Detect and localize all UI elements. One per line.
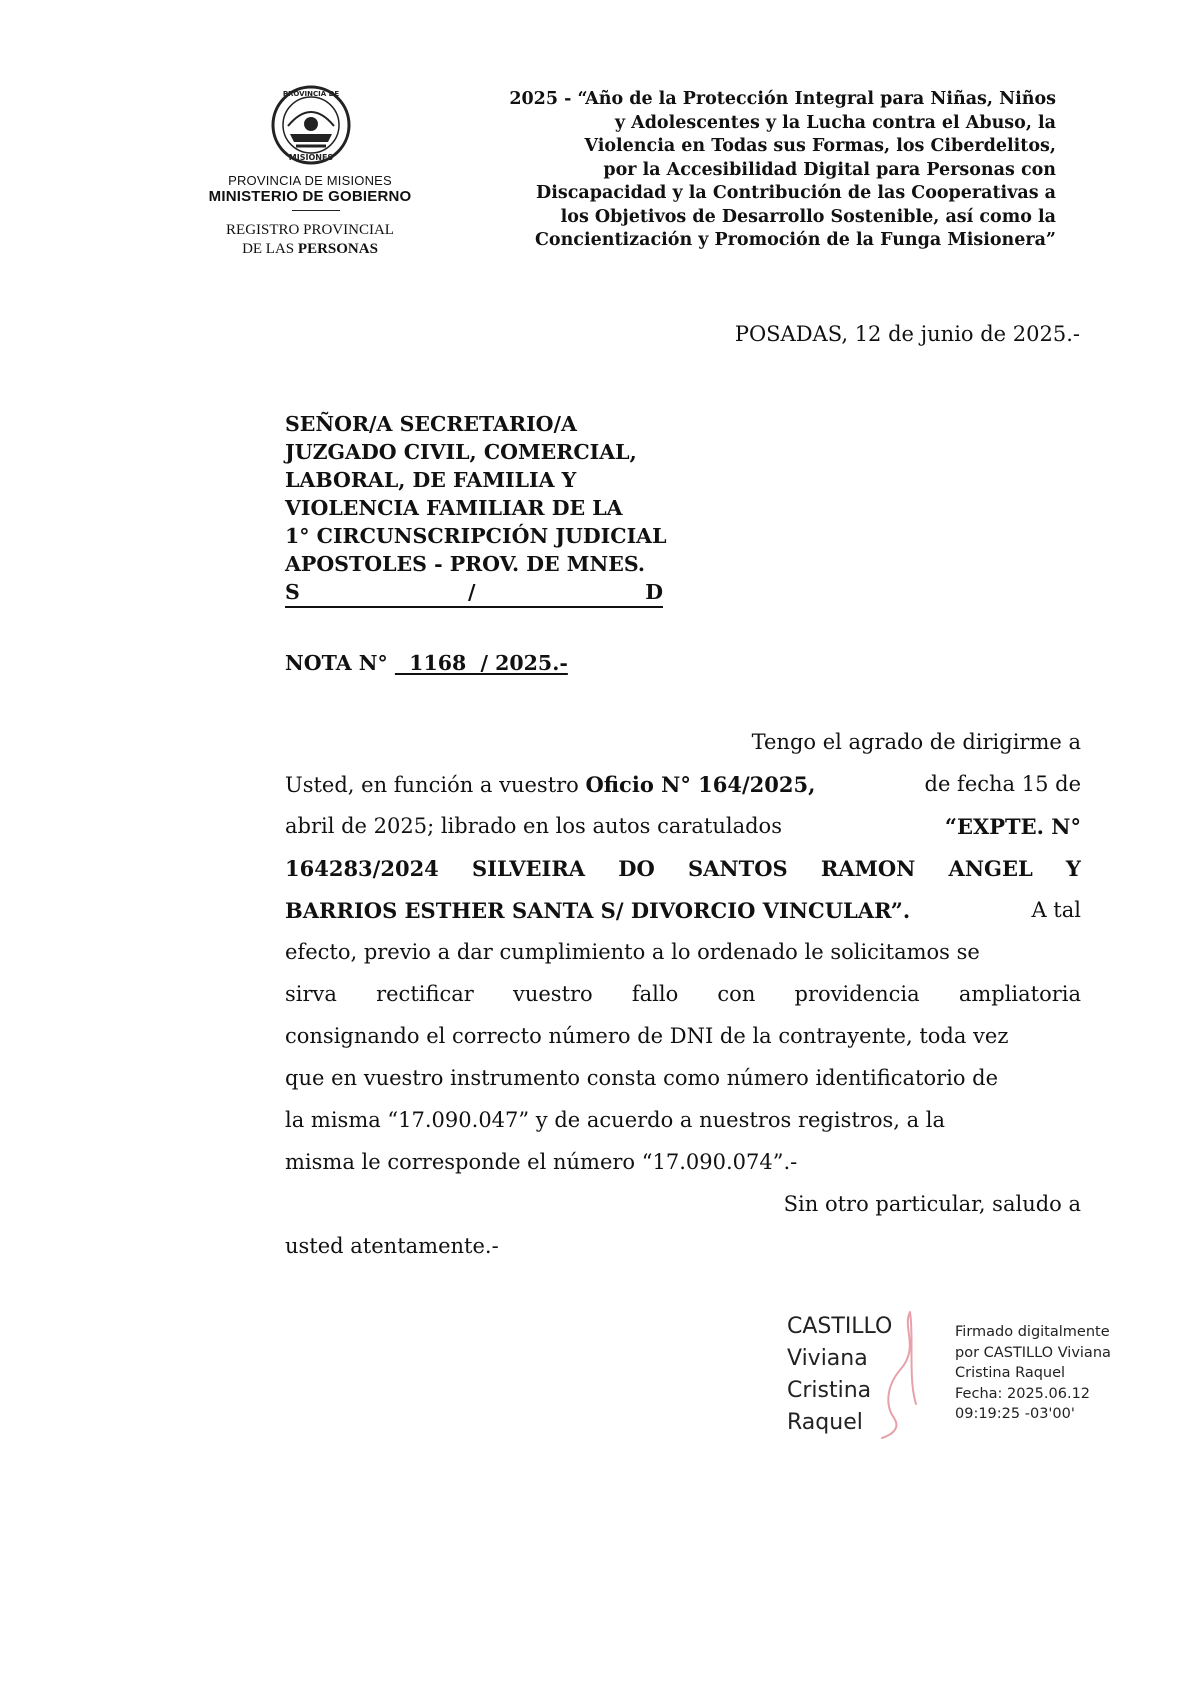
body-line: usted atentamente.- [285,1234,499,1258]
sd-line: S / D [285,578,663,608]
addressee-line: VIOLENCIA FAMILIAR DE LA [285,496,623,520]
addressee-line: LABORAL, DE FAMILIA Y [285,468,577,492]
digital-signature-text: Firmado digitalmente por CASTILLO Viviana Cristina Raquel Fecha: 2025.06.12 09:19:25 -03'00' [955,1324,1111,1422]
body-line: 164283/2024 SILVEIRA DO SANTOS RAMON ANGEL Y [285,856,1081,881]
letter-date: POSADAS, 12 de junio de 2025.- [734,322,1080,346]
body-line: sirva rectificar vuestro fallo con providencia ampliatoria [285,982,1081,1006]
note-number: NOTA N° 1168 / 2025.- [285,651,568,675]
header-divider [292,210,340,211]
ministry-name: MINISTERIO DE GOBIERNO [208,188,412,205]
body-line: que en vuestro instrumento consta como número identificatorio de [285,1066,999,1090]
body-line: BARRIOS ESTHER SANTA S/ DIVORCIO VINCULAR”. A tal [285,898,1081,923]
svg-text:PROVINCIA DE: PROVINCIA DE [282,90,340,98]
body-line: abril de 2025; librado en los autos caratulados “EXPTE. N° [285,814,1081,839]
body-line: Tengo el agrado de dirigirme a [751,730,1081,754]
body-line: Sin otro particular, saludo a [783,1192,1081,1216]
addressee-block [285,410,667,608]
signer-name: CASTILLO Viviana Cristina Raquel [787,1314,893,1435]
province-name: PROVINCIA DE MISIONES [228,173,392,188]
body-line: la misma “17.090.047” y de acuerdo a nuestros registros, a la [285,1108,946,1132]
addressee-line: APOSTOLES - PROV. DE MNES. [285,552,646,576]
addressee-line: JUZGADO CIVIL, COMERCIAL, [285,440,637,464]
addressee-line: 1° CIRCUNSCRIPCIÓN JUDICIAL [285,524,667,548]
registry-name-line2: DE LAS PERSONAS [242,241,378,257]
body-line: efecto, previo a dar cumplimiento a lo ordenado le solicitamos se [285,940,980,964]
digital-signature-mark-icon [880,1308,930,1440]
registry-name-line1: REGISTRO PROVINCIAL [226,222,394,238]
body-line: misma le corresponde el número “17.090.074”.- [285,1150,798,1174]
svg-text:MISIONES: MISIONES [288,153,334,162]
year-motto: 2025 - “Año de la Protección Integral para Niñas, Niños y Adolescentes y la Lucha contra el Abuso, la Violencia en Todas sus Formas, los Ciberdelitos, por la Accesibilidad Digital para Personas con Discapacidad y la Contribución de las Cooperativas a los Objetivos de Desarrollo Sostenible, así como la Concientización y Promoción de la Funga Misionera” [509,89,1056,250]
provincial-seal-logo [270,84,352,166]
body-line: consignando el correcto número de DNI de la contrayente, toda vez [285,1024,1009,1048]
addressee-line: SEÑOR/A SECRETARIO/A [285,412,577,436]
body-line: Usted, en función a vuestro Oficio N° 164/2025, de fecha 15 de [285,772,1081,797]
